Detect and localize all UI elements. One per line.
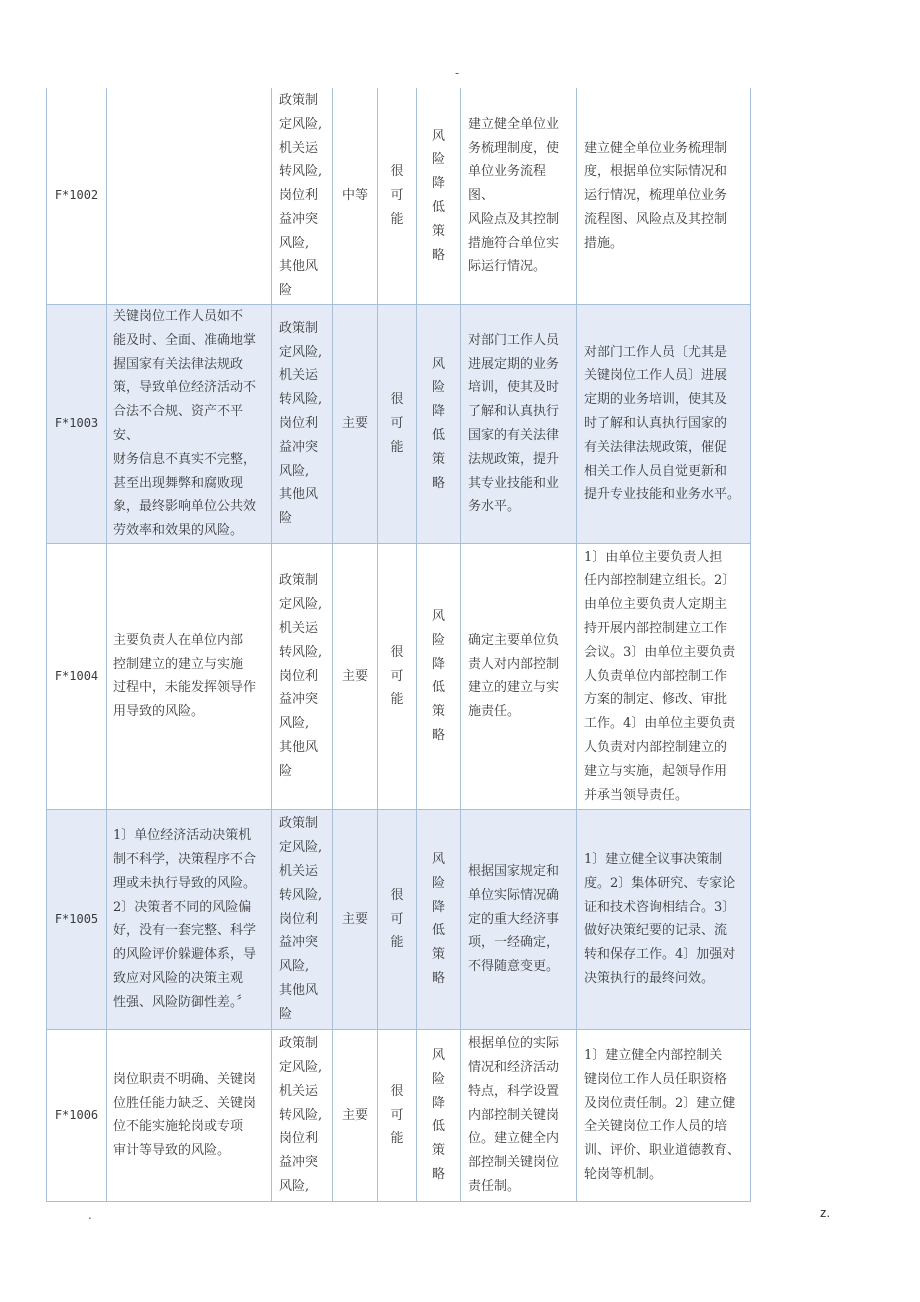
control-measure-cell: 根据单位的实际 情况和经济活动 特点，科学设置 内部控制关键岗 位。建立健全内 部控制关键岗位 责任制。 [461, 1029, 577, 1201]
risk-description-cell: 主要负责人在单位内部 控制建立的建立与实施 过程中，未能发挥领导作 用导致的风险。 [107, 543, 272, 809]
footer-left-mark: . [88, 1208, 92, 1222]
risk-category-cell: 政策制 定风险, 机关运 转风险, 岗位利 益冲突 风险, 其他风 险 [272, 543, 333, 809]
control-measure-cell: 根据国家规定和 单位实际情况确 定的重大经济事 项，一经确定， 不得随意变更。 [461, 809, 577, 1029]
risk-description-cell: 关键岗位工作人员如不 能及时、全面、准确地掌 握国家有关法律法规政 策，导致单位经济活动不 合法不合规、资产不平安、 财务信息不真实不完整， 甚至出现舞弊和腐败现 象，最终影响单位公共效 劳效率和效果的风险。 [107, 305, 272, 544]
risk-code-cell: F*1002 [47, 88, 107, 305]
risk-code-cell: F*1004 [47, 543, 107, 809]
risk-category-cell: 政策制 定风险, 机关运 转风险, 岗位利 益冲突 风险, 其他风 险 [272, 88, 333, 305]
control-measure-cell: 确定主要单位负 责人对内部控制 建立的建立与实 施责任。 [461, 543, 577, 809]
control-detail-cell: 对部门工作人员〔尤其是 关键岗位工作人员〕进展 定期的业务培训，使其及 时了解和认真执行国家的 有关法律法规政策，催促 相关工作人员自觉更新和 提升专业技能和业务水平。 [577, 305, 751, 544]
risk-level-cell: 中等 [333, 88, 378, 305]
risk-level-cell: 主要 [333, 305, 378, 544]
footer-right-mark: z. [820, 1205, 831, 1220]
likelihood-cell: 很 可 能 [378, 88, 417, 305]
table-row [47, 543, 751, 809]
control-detail-cell: 1〕由单位主要负责人担 任内部控制建立组长。2〕 由单位主要负责人定期主 持开展内部控制建立工作 会议。3〕由单位主要负责 人负责单位内部控制工作 方案的制定、修改、审批 工作。4〕由单位主要负责 人负责对内部控制建立的 建立与实施，起领导作用 并承当领导责任。 [577, 543, 751, 809]
strategy-cell: 风 险 降 低 策 略 [417, 809, 461, 1029]
table-row [47, 88, 751, 305]
risk-category-cell: 政策制 定风险, 机关运 转风险, 岗位利 益冲突 风险, 其他风 险 [272, 809, 333, 1029]
control-measure-cell: 建立健全单位业 务梳理制度，使 单位业务流程图、 风险点及其控制 措施符合单位实 际运行情况。 [461, 88, 577, 305]
risk-level-cell: 主要 [333, 1029, 378, 1201]
page-top-mark: - [455, 66, 460, 80]
risk-code-cell: F*1006 [47, 1029, 107, 1201]
risk-code-cell: F*1005 [47, 809, 107, 1029]
control-detail-cell: 1〕建立健全内部控制关 键岗位工作人员任职资格 及岗位责任制。2〕建立健 全关键岗位工作人员的培 训、评价、职业道德教育、 轮岗等机制。 [577, 1029, 751, 1201]
strategy-cell: 风 险 降 低 策 略 [417, 543, 461, 809]
table-row [47, 305, 751, 544]
risk-level-cell: 主要 [333, 809, 378, 1029]
strategy-cell: 风 险 降 低 策 略 [417, 1029, 461, 1201]
likelihood-cell: 很 可 能 [378, 809, 417, 1029]
likelihood-cell: 很 可 能 [378, 543, 417, 809]
likelihood-cell: 很 可 能 [378, 1029, 417, 1201]
risk-category-cell: 政策制 定风险, 机关运 转风险, 岗位利 益冲突 风险, [272, 1029, 333, 1201]
table-row [47, 1029, 751, 1201]
risk-description-cell [107, 88, 272, 305]
risk-level-cell: 主要 [333, 543, 378, 809]
likelihood-cell: 很 可 能 [378, 305, 417, 544]
risk-control-table [46, 88, 751, 1202]
risk-description-cell: 岗位职责不明确、关键岗 位胜任能力缺乏、关键岗 位不能实施轮岗或专项 审计等导致的风险。 [107, 1029, 272, 1201]
risk-description-cell: 1〕单位经济活动决策机 制不科学，决策程序不合 理或未执行导致的风险。 2〕决策者不同的风险偏 好，没有一套完整、科学 的风险评价躲避体系，导 致应对风险的决策主观 性强、风险防御性差。〞 [107, 809, 272, 1029]
control-detail-cell: 1〕建立健全议事决策制 度。2〕集体研究、专家论 证和技术咨询相结合。3〕 做好决策纪要的记录、流 转和保存工作。4〕加强对 决策执行的最终问效。 [577, 809, 751, 1029]
control-measure-cell: 对部门工作人员 进展定期的业务 培训，使其及时 了解和认真执行 国家的有关法律 法规政策，提升 其专业技能和业 务水平。 [461, 305, 577, 544]
strategy-cell: 风 险 降 低 策 略 [417, 305, 461, 544]
strategy-cell: 风 险 降 低 策 略 [417, 88, 461, 305]
risk-category-cell: 政策制 定风险, 机关运 转风险, 岗位利 益冲突 风险, 其他风 险 [272, 305, 333, 544]
risk-code-cell: F*1003 [47, 305, 107, 544]
control-detail-cell: 建立健全单位业务梳理制 度，根据单位实际情况和 运行情况，梳理单位业务 流程图、风险点及其控制 措施。 [577, 88, 751, 305]
table-row [47, 809, 751, 1029]
